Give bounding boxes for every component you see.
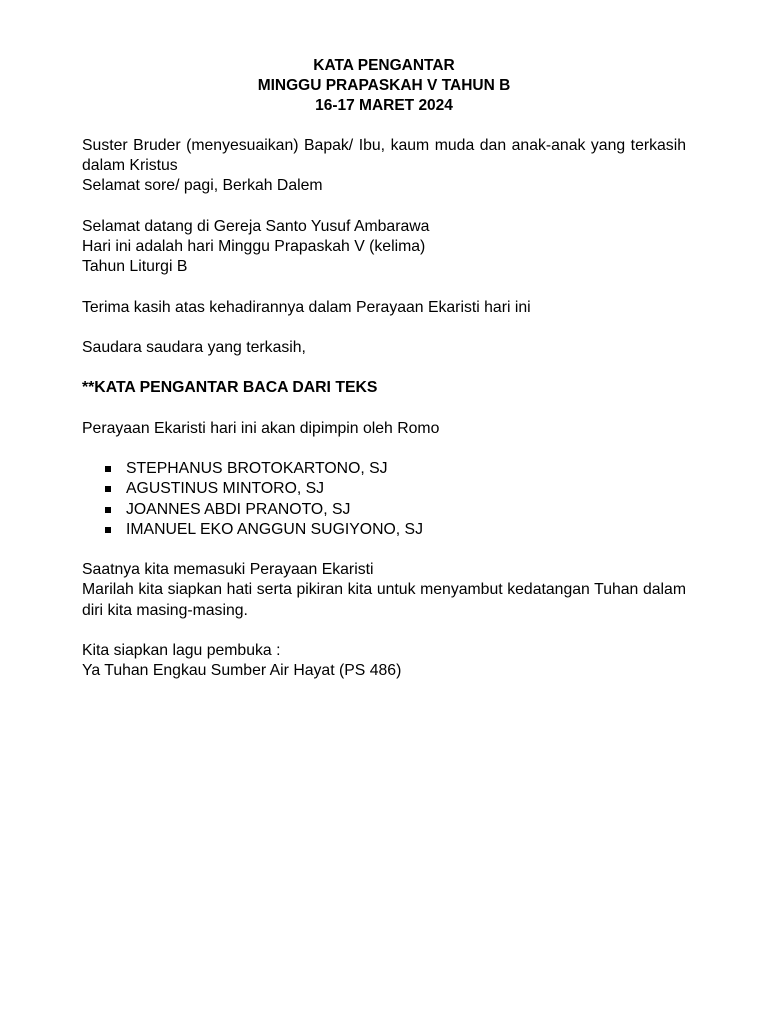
address-paragraph (82, 338, 686, 358)
instruction-text: **KATA PENGANTAR BACA DARI TEKS (82, 379, 378, 397)
presider-name: IMANUEL EKO ANGGUN SUGIYONO, SJ (126, 520, 423, 538)
title-line-1: KATA PENGANTAR (313, 57, 455, 74)
presiders-list (82, 459, 686, 540)
presiders-intro-paragraph (82, 419, 686, 439)
list-item (82, 520, 686, 540)
welcome-church: Selamat datang di Gereja Santo Yusuf Ambarawa (82, 217, 430, 235)
document-page (82, 56, 686, 702)
welcome-day: Hari ini adalah hari Minggu Prapaskah V (kelima) (82, 238, 426, 255)
list-item (82, 459, 686, 479)
presider-name: JOANNES ABDI PRANOTO, SJ (126, 500, 351, 518)
song-intro: Kita siapkan lagu pembuka : (82, 641, 281, 659)
presider-name: STEPHANUS BROTOKARTONO, SJ (126, 460, 388, 478)
title-date: 16-17 MARET 2024 (315, 97, 453, 114)
greeting-blessing: Selamat sore/ pagi, Berkah Dalem (82, 177, 323, 195)
thanks-paragraph (82, 298, 686, 318)
thanks-text: Terima kasih atas kehadirannya dalam Perayaan Ekaristi hari ini (82, 298, 531, 316)
welcome-liturgical-year: Tahun Liturgi B (82, 258, 188, 276)
song-title: Ya Tuhan Engkau Sumber Air Hayat (PS 486) (82, 662, 402, 680)
presiders-intro-text: Perayaan Ekaristi hari ini akan dipimpin oleh Romo (82, 419, 440, 437)
document-title (82, 56, 686, 116)
title-line-2: MINGGU PRAPASKAH V TAHUN B (257, 77, 511, 94)
greeting-paragraph (82, 136, 686, 197)
instruction-paragraph (82, 378, 686, 398)
song-paragraph (82, 641, 686, 681)
bullet-square-icon (105, 486, 111, 492)
address-text: Saudara saudara yang terkasih, (82, 338, 306, 356)
closing-line-2: Marilah kita siapkan hati serta pikiran kita untuk menyambut kedatangan Tuhan dalam diri kita masing-masing. (82, 581, 686, 619)
closing-paragraph (82, 560, 686, 621)
greeting-line: Suster Bruder (menyesuaikan) Bapak/ Ibu, kaum muda dan anak-anak yang terkasih dalam Kristus (82, 137, 686, 175)
list-item (82, 500, 686, 520)
presider-name: AGUSTINUS MINTORO, SJ (126, 480, 325, 498)
list-item (82, 479, 686, 499)
welcome-paragraph (82, 217, 686, 278)
closing-line-1: Saatnya kita memasuki Perayaan Ekaristi (82, 561, 374, 579)
bullet-square-icon (105, 527, 111, 533)
bullet-square-icon (105, 466, 111, 472)
bullet-square-icon (105, 507, 111, 513)
